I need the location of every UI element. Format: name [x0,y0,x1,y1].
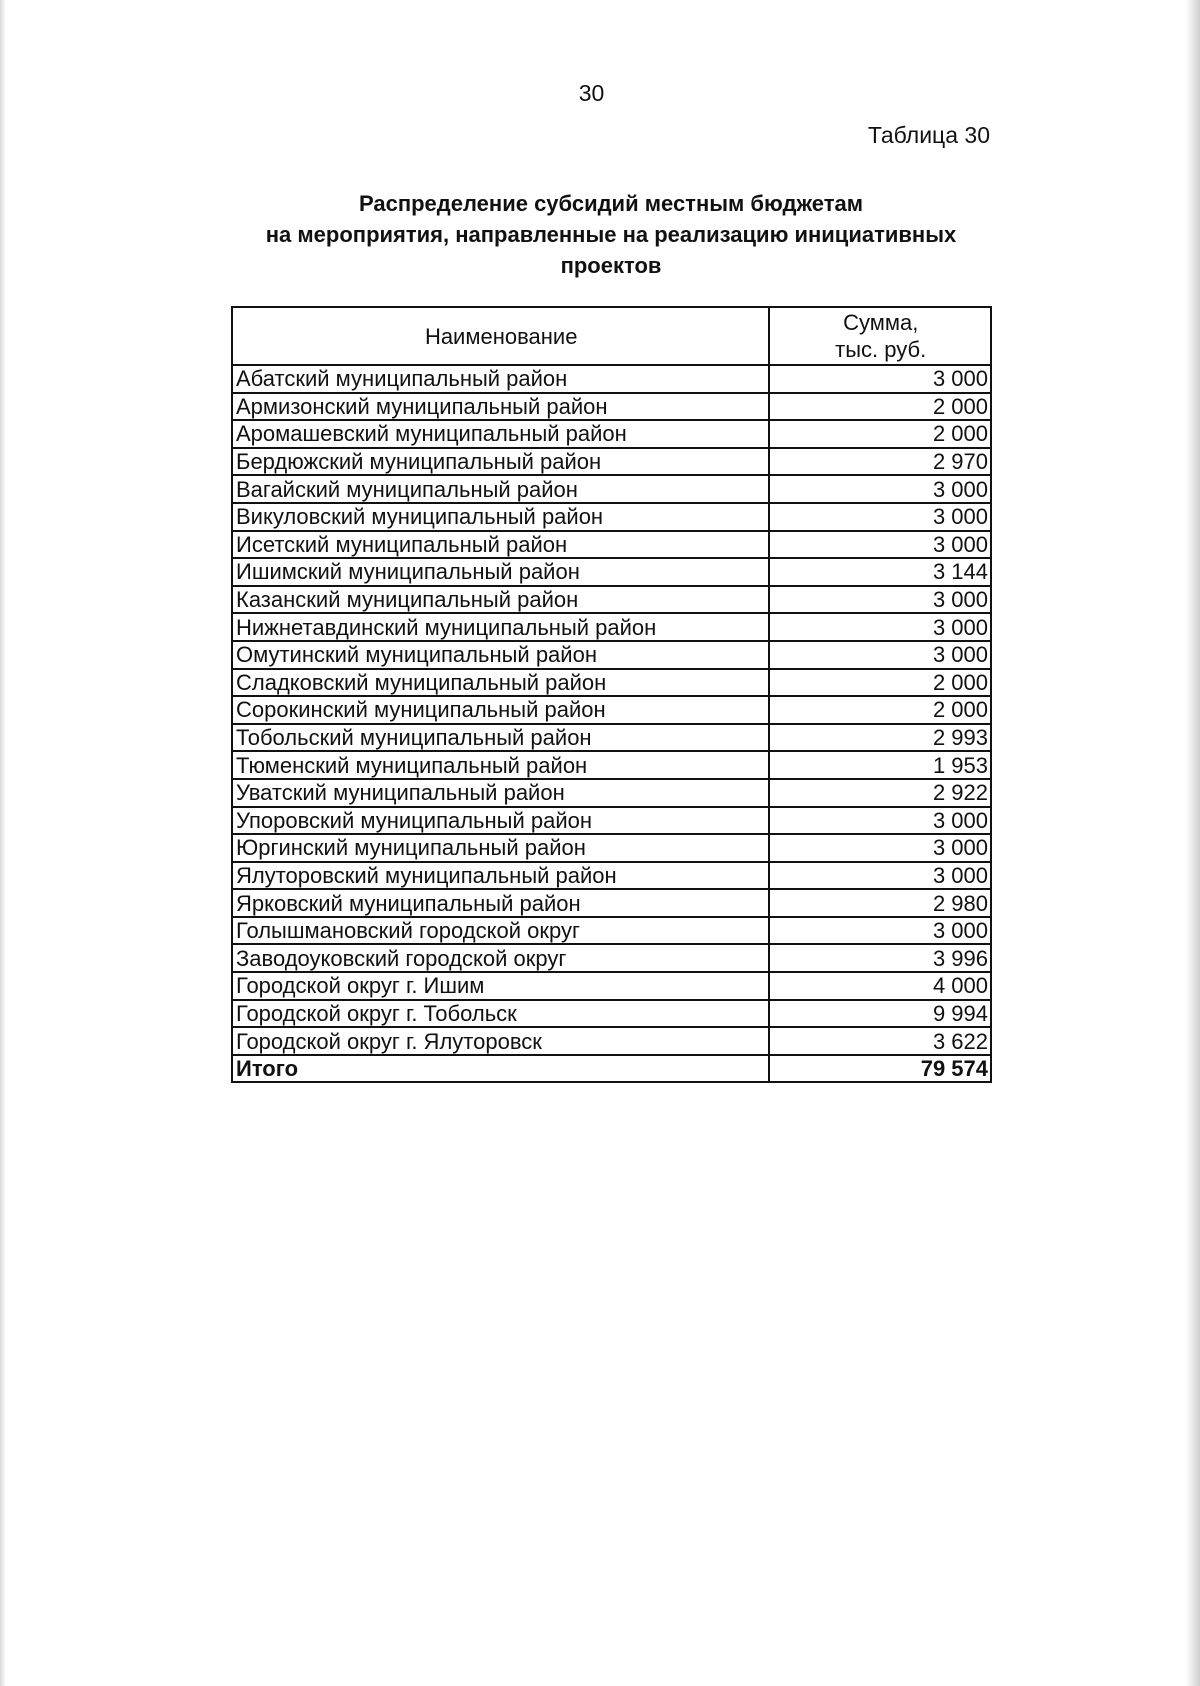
scan-edge-right [1186,0,1200,1686]
table-header-row [232,307,991,365]
row-sum: 2 000 [769,420,991,448]
row-name: Казанский муниципальный район [232,586,769,614]
row-name: Юргинский муниципальный район [232,834,769,862]
row-name: Бердюжский муниципальный район [232,448,769,476]
row-name: Ярковский муниципальный район [232,889,769,917]
table-row [232,889,991,917]
table-row [232,586,991,614]
row-sum: 3 000 [769,503,991,531]
header-sum [769,307,991,365]
table-body [232,365,991,1055]
header-name: Наименование [232,307,769,365]
table-row [232,420,991,448]
row-sum: 3 000 [769,586,991,614]
document-title [230,188,992,281]
row-sum: 3 000 [769,807,991,835]
row-name: Городской округ г. Ялуторовск [232,1027,769,1055]
table-row [232,393,991,421]
row-name: Тобольский муниципальный район [232,724,769,752]
table-row [232,365,991,393]
row-sum: 3 000 [769,834,991,862]
table-row [232,724,991,752]
row-sum: 3 622 [769,1027,991,1055]
row-sum: 3 000 [769,613,991,641]
row-sum: 2 922 [769,779,991,807]
table-row [232,503,991,531]
table-row [232,972,991,1000]
row-sum: 3 000 [769,641,991,669]
row-name: Абатский муниципальный район [232,365,769,393]
table-row [232,696,991,724]
row-name: Вагайский муниципальный район [232,475,769,503]
scan-edge-left [0,0,6,1686]
row-sum: 2 000 [769,669,991,697]
row-name: Армизонский муниципальный район [232,393,769,421]
title-line-1: Распределение субсидий местным бюджетам [358,191,864,216]
row-sum: 2 980 [769,889,991,917]
total-sum: 79 574 [769,1055,991,1083]
row-sum: 3 144 [769,558,991,586]
row-name: Ялуторовский муниципальный район [232,862,769,890]
row-name: Городской округ г. Тобольск [232,1000,769,1028]
row-sum: 2 993 [769,724,991,752]
title-line-2: на мероприятия, направленные на реализацию инициативных [265,222,957,247]
row-name: Викуловский муниципальный район [232,503,769,531]
row-name: Упоровский муниципальный район [232,807,769,835]
table-row [232,448,991,476]
row-sum: 3 000 [769,475,991,503]
row-name: Сорокинский муниципальный район [232,696,769,724]
table-row [232,669,991,697]
header-sum-line-2: тыс. руб. [835,337,927,362]
total-row [232,1055,991,1083]
row-name: Тюменский муниципальный район [232,751,769,779]
row-sum: 2 970 [769,448,991,476]
row-sum: 4 000 [769,972,991,1000]
table-caption: Таблица 30 [867,122,990,148]
table-row [232,917,991,945]
row-name: Нижнетавдинский муниципальный район [232,613,769,641]
row-sum: 2 000 [769,696,991,724]
page-number: 30 [578,80,605,106]
row-sum: 3 000 [769,531,991,559]
row-sum: 2 000 [769,393,991,421]
table-row [232,862,991,890]
row-sum: 1 953 [769,751,991,779]
row-sum: 9 994 [769,1000,991,1028]
row-name: Сладковский муниципальный район [232,669,769,697]
row-sum: 3 000 [769,365,991,393]
row-sum: 3 996 [769,944,991,972]
row-name: Городской округ г. Ишим [232,972,769,1000]
row-name: Уватский муниципальный район [232,779,769,807]
table-row [232,779,991,807]
row-sum: 3 000 [769,862,991,890]
title-line-3: проектов [560,253,662,278]
table-row [232,613,991,641]
row-sum: 3 000 [769,917,991,945]
table-row [232,807,991,835]
table-row [232,558,991,586]
table-row [232,475,991,503]
row-name: Заводоуковский городской округ [232,944,769,972]
table-row [232,1000,991,1028]
table-row [232,944,991,972]
table-row [232,531,991,559]
header-sum-line-1: Сумма, [843,310,919,335]
table-row [232,751,991,779]
row-name: Омутинский муниципальный район [232,641,769,669]
table-row [232,641,991,669]
table-row [232,1027,991,1055]
row-name: Аромашевский муниципальный район [232,420,769,448]
table-row [232,834,991,862]
subsidies-table [231,306,992,1083]
total-label: Итого [232,1055,769,1083]
row-name: Исетский муниципальный район [232,531,769,559]
row-name: Ишимский муниципальный район [232,558,769,586]
row-name: Голышмановский городской округ [232,917,769,945]
